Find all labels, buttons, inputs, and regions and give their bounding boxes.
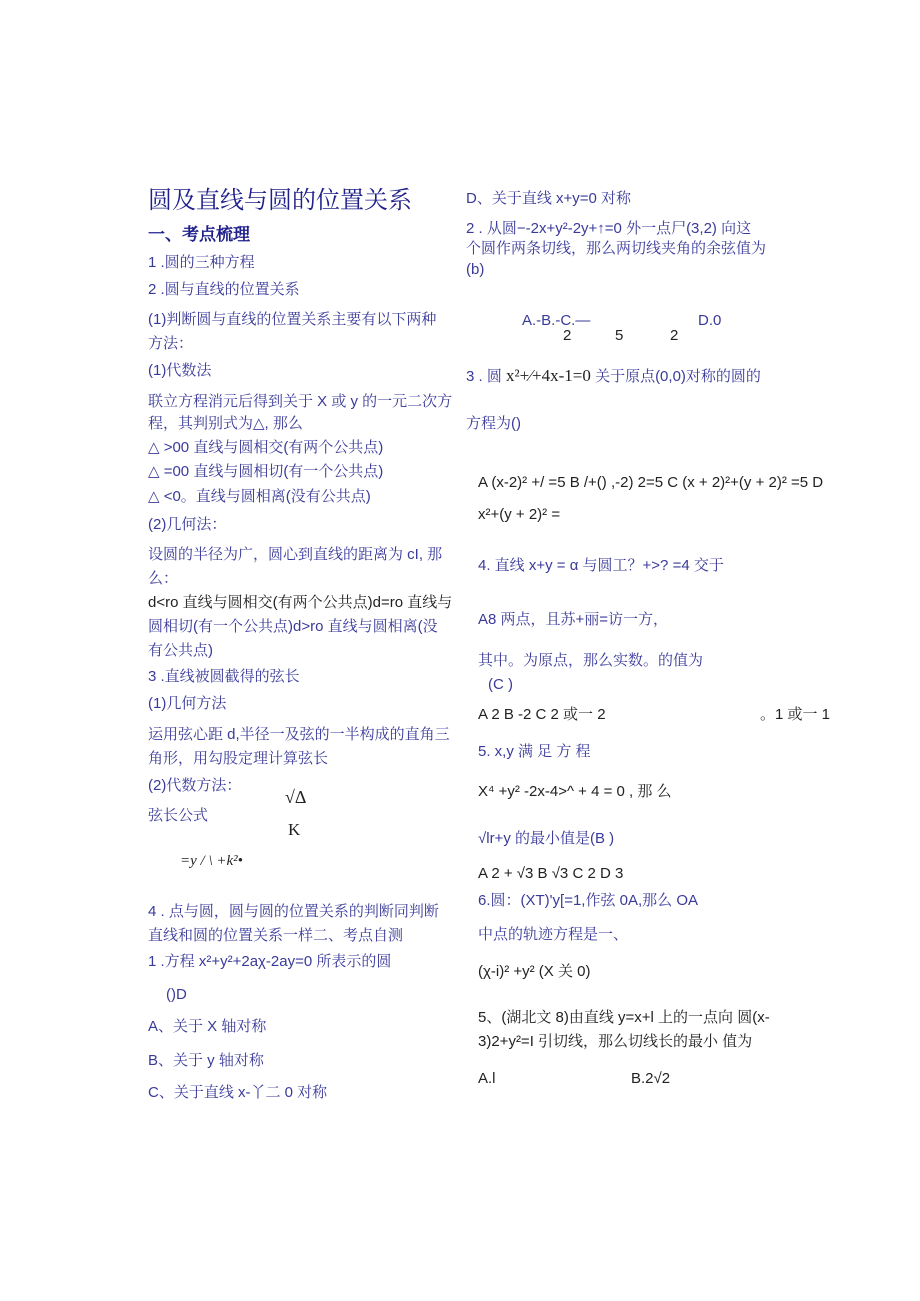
question-2-line-3: (b) [466,261,485,278]
alg-method-heading: (2)代数方法： [148,777,242,794]
question-4-line-1: 4. 直线 x+y = α 与圆工？+>? =4 交于 [478,557,724,574]
question-2-line-2: 个圆作两条切线，那么两切线夹角的余弦值为 [466,240,767,257]
item-1: 1 .圆的三种方程 [148,254,255,271]
question-5-line-3: √lr+y 的最小值是(B ) [478,830,615,847]
question-1-option-a: A、关于 X 轴对称 [148,1018,267,1035]
distance-line-3: 有公共点) [148,642,213,659]
question-7-option-b: B.2√2 [631,1070,671,1087]
question-3-line-2: 方程为() [466,415,521,432]
question-1-option-c: C、关于直线 x-丫二 0 对称 [148,1084,328,1101]
question-2-line-1: 2 . 从圆−-2x+y²-2y+↑=0 外一点尸(3,2) 向这 [466,220,752,237]
question-2-options: A.-B.-C.— [522,312,591,329]
geo-method-heading: (1)几何方法 [148,695,227,712]
item-4-line-2: 直线和圆的位置关系一样二、考点自测 [148,927,404,944]
question-1-option-d: D、关于直线 x+y=0 对称 [466,190,632,207]
question-5-equation: X⁴ +y² -2x-4>^ + 4 = 0 , 那 么 [478,783,672,800]
delta-case-1: △ >00 直线与圆相交(有两个公共点) [148,439,384,456]
algebra-desc-1: 联立方程消元后得到关于 X 或 y 的一元二次方 [148,393,453,410]
geometry-heading: (2)几何法： [148,516,227,533]
question-4-line-2: A8 两点，且苏+丽=访一方， [478,611,669,628]
question-1-answer: ()D [166,986,187,1003]
algebra-heading: (1)代数法 [148,362,212,379]
item-3: 3 .直线被圆截得的弦长 [148,668,300,685]
section-heading-review: 一、考点梳理 [148,225,250,244]
question-3-equation: x²+⁄+4x-1=0 [506,366,591,385]
question-1: 1 .方程 x²+y²+2aχ-2ay=0 所表示的圆 [148,953,392,970]
question-4-line-3: 其中。为原点，那么实数。的值为 [478,652,704,669]
judge-line-1: (1)判断圆与直线的位置关系主要有以下两种 [148,311,437,328]
judge-line-2: 方法： [148,335,194,352]
question-6-line-1: 6.圆：(XT)'y[=1,作弦 0A,那么 OA [478,892,698,909]
geo-method-desc-1: 运用弦心距 d,半径一及弦的一半构成的直角三 [148,726,450,743]
chord-formula-fragment: =y / \ +k²• [180,853,243,869]
question-7-line-2: 3)2+y²=I 引切线，那么切线长的最小 值为 [478,1033,753,1050]
question-3-options-line-1: A (x-2)² +/ =5 B /+() ,-2) 2=5 C (x + 2)²+(y + 2)² =5 D [478,474,824,491]
item-2: 2 .圆与直线的位置关系 [148,281,300,298]
algebra-desc-2: 程，其判别式为△, 那么 [148,415,303,432]
question-4-options: A 2 B -2 C 2 或一 2 [478,706,606,723]
question-5-line-1: 5. x,y 满 足 方 程 [478,743,591,760]
delta-case-3: △ <0。直线与圆相离(没有公共点) [148,488,371,505]
question-6-equation: (χ-i)² +y² (X 关 0) [478,963,591,980]
question-2-denominator: 2 [670,327,679,344]
question-4-option-d: 。1 或一 1 [760,706,831,723]
chord-formula-label: 弦长公式 [148,807,209,824]
item-4-line-1: 4 . 点与圆，圆与圆的位置关系的判断同判断 [148,903,439,920]
distance-line-1: d<ro 直线与圆相交(有两个公共点)d=ro 直线与 [148,594,453,611]
question-1-option-b: B、关于 y 轴对称 [148,1052,264,1069]
distance-line-2: 圆相切(有一个公共点)d>ro 直线与圆相离(没 [148,618,438,635]
k-symbol: K [288,820,301,839]
geometry-desc-1: 设圆的半径为广，圆心到直线的距离为 cI, 那 [148,546,443,563]
sqrt-delta-symbol: √Δ [285,787,307,807]
delta-case-2: △ =00 直线与圆相切(有一个公共点) [148,463,384,480]
geo-method-desc-2: 角形，用勾股定理计算弦长 [148,750,329,767]
question-3-prefix: 3 . 圆 [466,368,502,385]
question-5-options: A 2 + √3 B √3 C 2 D 3 [478,865,624,882]
question-6-line-2: 中点的轨迹方程是一、 [478,926,629,943]
geometry-desc-2: 么： [148,570,179,587]
question-2-denominator: 2 [563,327,572,344]
question-2-option-d: D.0 [698,312,722,329]
page-title: 圆及直线与圆的位置关系 [148,186,412,214]
question-3-options-line-2: x²+(y + 2)² = [478,506,561,523]
question-3-line-1 [466,366,761,387]
question-2-denominator: 5 [615,327,624,344]
question-4-answer: (C ) [488,676,513,693]
question-3-suffix: 关于原点(0,0)对称的圆的 [595,368,761,385]
question-7-line-1: 5、(湖北文 8)由直线 y=x+l 上的一点向 圆(x- [478,1009,770,1026]
question-7-option-a: A.l [478,1070,496,1087]
